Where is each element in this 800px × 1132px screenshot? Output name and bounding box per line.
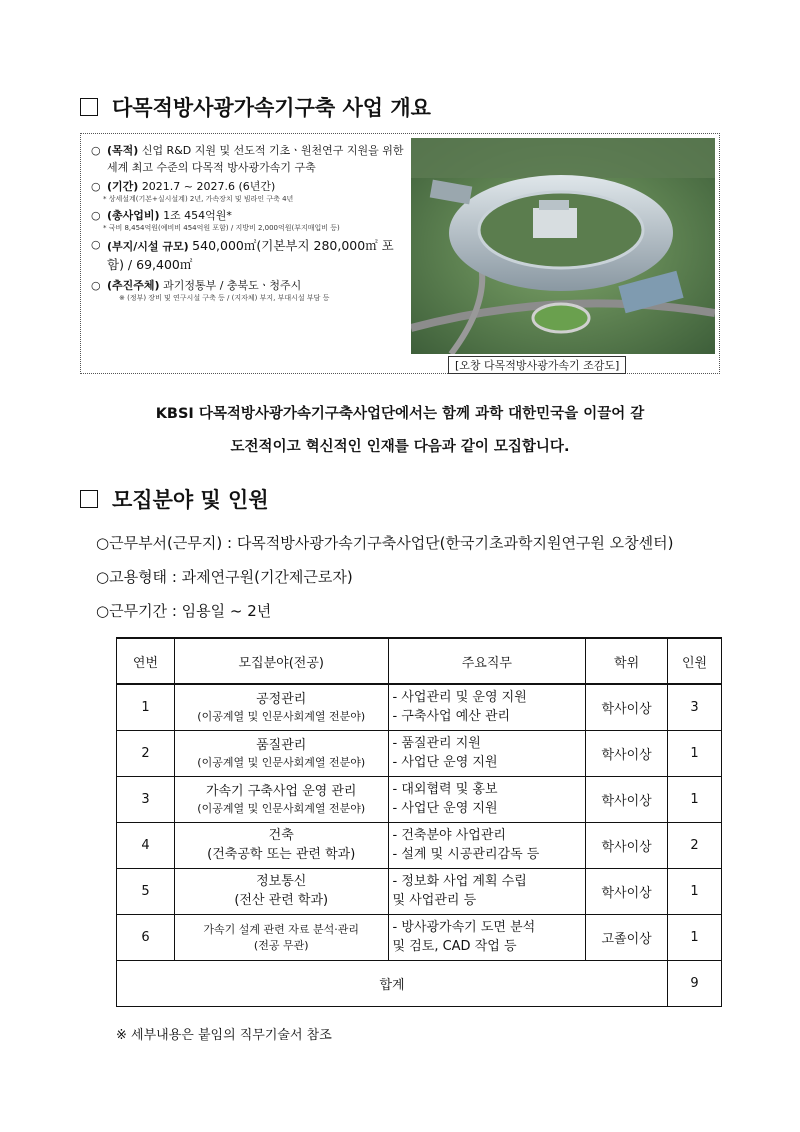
table-row	[117, 731, 722, 777]
image-caption: [오창 다목적방사광가속기 조감도]	[448, 356, 626, 374]
row-count: 1	[668, 869, 722, 915]
row-no: 1	[117, 684, 175, 731]
row-duty: - 건축분야 사업관리 - 설계 및 시공관리감독 등	[388, 823, 586, 869]
row-field: 정보통신 (전산 관련 학과)	[174, 869, 388, 915]
row-duty: - 대외협력 및 홍보 - 사업단 운영 지원	[388, 777, 586, 823]
intro-line-2: 도전적이고 혁신적인 인재를 다음과 같이 모집합니다.	[230, 439, 570, 455]
row-no: 6	[117, 915, 175, 961]
footnote: ※ 세부내용은 붙임의 직무기술서 참조	[116, 1028, 332, 1043]
overview-text	[91, 140, 409, 303]
row-field: 건축 (건축공학 또는 관련 학과)	[174, 823, 388, 869]
checkbox-square-icon	[80, 490, 98, 508]
header-duty: 주요직무	[388, 638, 586, 684]
circle-bullet-icon: ○	[91, 180, 101, 194]
row-count: 2	[668, 823, 722, 869]
row-no: 5	[117, 869, 175, 915]
section-title-overview: 다목적방사광가속기구축 사업 개요	[80, 92, 431, 122]
overview-item-purpose: ○ (목적) 신업 R&D 지원 및 선도적 기초ㆍ원천연구 지원을 위한 세계 최고 수준의 다목적 방사광가속기 구축	[91, 142, 409, 176]
row-count: 1	[668, 731, 722, 777]
header-field: 모집분야(전공)	[174, 638, 388, 684]
row-degree: 학사이상	[586, 869, 668, 915]
overview-item-period: ○ (기간) 2021.7 ~ 2027.6 (6년간)	[91, 178, 409, 195]
row-no: 3	[117, 777, 175, 823]
row-field: 품질관리 (이공계열 및 인문사회계열 전분야)	[174, 731, 388, 777]
header-degree: 학위	[586, 638, 668, 684]
row-no: 2	[117, 731, 175, 777]
circle-bullet-icon: ○	[91, 237, 101, 251]
row-duty: - 방사광가속기 도면 분석 및 검토, CAD 작업 등	[388, 915, 586, 961]
row-field: 가속기 설계 관련 자료 분석·관리 (전공 무관)	[174, 915, 388, 961]
overview-note-period: * 상세설계(기본+실시설계) 2년, 가속장치 및 빔라인 구축 4년	[103, 195, 294, 204]
circle-bullet-icon: ○	[91, 278, 101, 292]
table-header-row	[117, 638, 722, 684]
table-row	[117, 684, 722, 731]
row-no: 4	[117, 823, 175, 869]
row-degree: 학사이상	[586, 684, 668, 731]
table-row	[117, 869, 722, 915]
total-label: 합계	[117, 961, 668, 1007]
row-duty: - 품질관리 지원 - 사업단 운영 지원	[388, 731, 586, 777]
row-count: 3	[668, 684, 722, 731]
row-field: 가속기 구축사업 운영 관리 (이공계열 및 인문사회계열 전분야)	[174, 777, 388, 823]
circle-bullet-icon: ○	[91, 144, 101, 157]
overview-note-budget: * 국비 8,454억원(예비비 454억원 포함) / 지방비 2,000억원(부지매입비 등)	[103, 223, 340, 232]
overview-item-agent: ○ (추진주체) 과기정통부 / 충북도ㆍ청주시	[91, 277, 409, 294]
row-field: 공정관리 (이공계열 및 인문사회계열 전분야)	[174, 684, 388, 731]
row-duty: - 정보화 사업 계획 수립 및 사업관리 등	[388, 869, 586, 915]
section-title-recruit: 모집분야 및 인원	[80, 484, 269, 514]
row-degree: 고졸이상	[586, 915, 668, 961]
intro-line-1: KBSI 다목적방사광가속기구축사업단에서는 함께 과학 대한민국을 이끌어 갈	[155, 406, 645, 422]
row-degree: 학사이상	[586, 823, 668, 869]
row-degree: 학사이상	[586, 777, 668, 823]
table-row	[117, 777, 722, 823]
total-count: 9	[668, 961, 722, 1007]
overview-box	[80, 133, 720, 374]
info-dept: ○근무부서(근무지) : 다목적방사광가속기구축사업단(한국기초과학지원연구원 오창센터)	[96, 534, 674, 552]
circle-bullet-icon: ○	[91, 208, 101, 222]
total-row	[117, 961, 722, 1007]
overview-item-site: ○ (부지/시설 규모) 540,000㎡(기본부지 280,000㎡ 포함) / 69,400㎡	[91, 236, 409, 275]
overview-note-agent: ※ (정부) 장비 및 연구시설 구축 등 / (지자체) 부지, 부대시설 부담 등	[119, 293, 330, 302]
row-count: 1	[668, 915, 722, 961]
info-type: ○고용형태 : 과제연구원(기간제근로자)	[96, 568, 353, 586]
row-duty: - 사업관리 및 운영 지원 - 구축사업 예산 관리	[388, 684, 586, 731]
info-period: ○근무기간 : 임용일 ~ 2년	[96, 602, 272, 620]
checkbox-square-icon	[80, 98, 98, 116]
header-count: 인원	[668, 638, 722, 684]
overview-item-budget: ○ (총사업비) 1조 454억원*	[91, 207, 409, 224]
row-count: 1	[668, 777, 722, 823]
recruit-table	[116, 637, 722, 1007]
table-row	[117, 823, 722, 869]
accelerator-aerial-image	[411, 138, 715, 354]
header-no: 연번	[117, 638, 175, 684]
row-degree: 학사이상	[586, 731, 668, 777]
table-row	[117, 915, 722, 961]
